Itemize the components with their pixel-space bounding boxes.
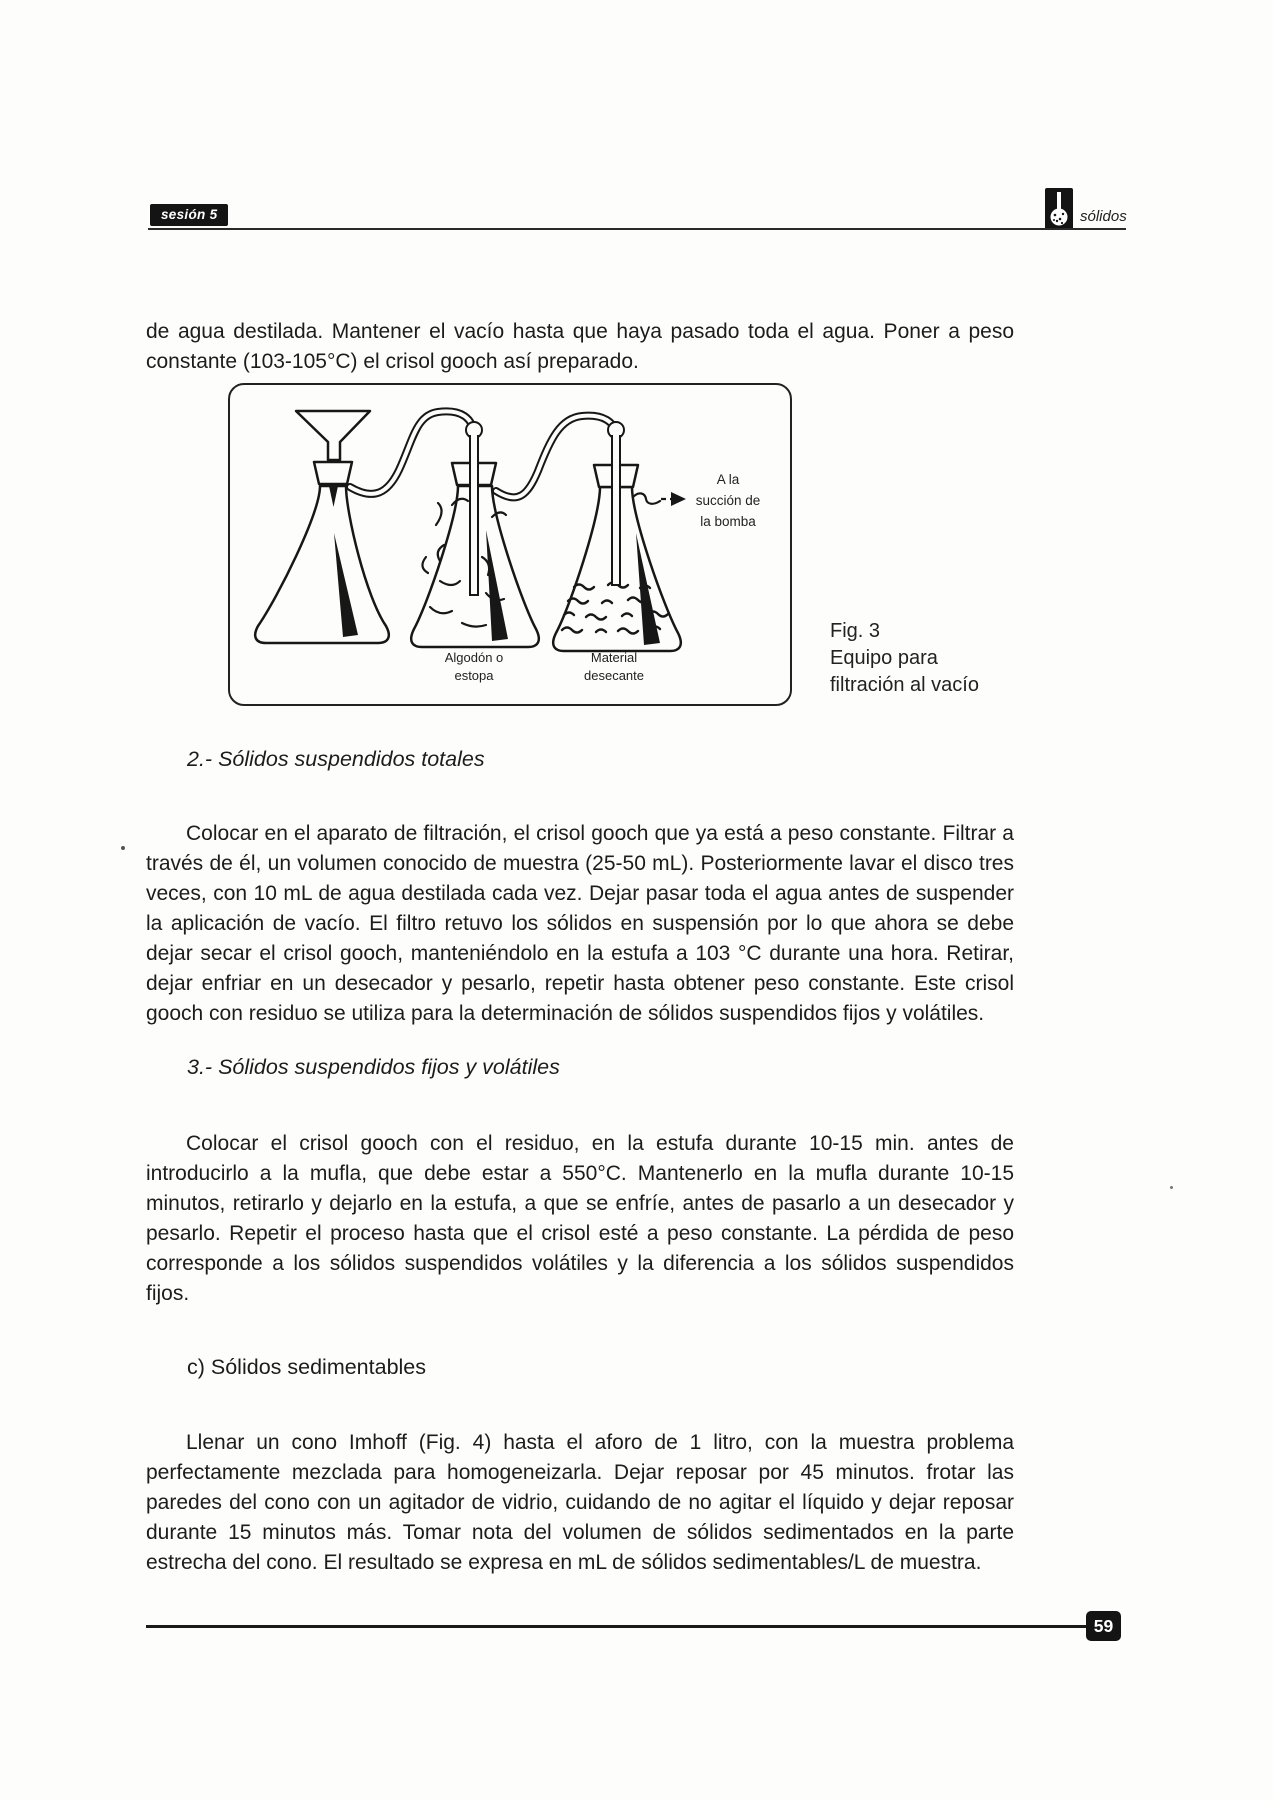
paragraph-solidos-sedimentables: Llenar un cono Imhoff (Fig. 4) hasta el aforo de 1 litro, con la muestra problema perfectamente mezclada para homogeneizarla. Dejar reposar por 45 minutos. frotar las paredes del cono con un agitador de vidrio, cuidando de no agitar el líquido y dejar reposar durante 15 minutos más. Tomar nota del volumen de sólidos sedimentados en la parte estrecha del cono. El resultado se expresa en mL de sólidos sedimentables/L de muestra. (146, 1431, 1014, 1574)
figure-3-caption: Fig. 3 Equipo para filtración al vacío (830, 620, 979, 696)
suction-label: A la succión de la bomba (695, 472, 761, 529)
topic-label: sólidos (1080, 208, 1127, 225)
flask3-label: Material desecante (584, 650, 644, 683)
heading-solidos-suspendidos-totales: 2.- Sólidos suspendidos totales (187, 747, 485, 771)
footer-rule (146, 1625, 1087, 1628)
intro-paragraph: de agua destilada. Mantener el vacío hasta que haya pasado toda el agua. Poner a peso constante (103-105°C) el crisol gooch así preparado. (146, 320, 1014, 373)
heading-solidos-sedimentables: c) Sólidos sedimentables (187, 1355, 427, 1379)
scan-artifact-dot (121, 846, 125, 850)
session-badge: sesión 5 (150, 204, 228, 226)
paragraph-solidos-fijos-volatiles: Colocar el crisol gooch con el residuo, en la estufa durante 10-15 min. antes de introducirlo a la mufla, que debe estar a 550°C. Mantenerlo en la mufla durante 10-15 minutos, retirarlo y dejarlo en la estufa, a que se enfríe, antes de pasarlo a un desecador y pesarlo. Repetir el proceso hasta que el crisol esté a peso constante. La pérdida de peso corresponde a los sólidos suspendidos volátiles y la diferencia a los sólidos suspendidos fijos. (146, 1132, 1014, 1305)
paragraph-solidos-suspendidos-totales: Colocar en el aparato de filtración, el crisol gooch que ya está a peso constante. Filtrar a través de él, un volumen conocido de muestra (25-50 mL). Posteriormente lavar el disco tres veces, con 10 mL de agua destilada cada vez. Dejar pasar toda el agua antes de suspender la aplicación de vacío. El filtro retuvo los sólidos en suspensión por lo que ahora se debe dejar secar el crisol gooch, manteniéndolo en la estufa a 103 °C durante una hora. Retirar, dejar enfriar en un desecador y pesarlo, repetir hasta obtener peso constante. Este crisol gooch con residuo se utiliza para la determinación de sólidos suspendidos fijos y volátiles. (146, 822, 1014, 1025)
header-rule (148, 228, 1126, 230)
heading-solidos-fijos-volatiles: 3.- Sólidos suspendidos fijos y volátiles (187, 1055, 560, 1079)
solids-chapter-icon (1045, 188, 1073, 230)
figure-3-box (228, 383, 792, 706)
flask2-label: Algodón o estopa (444, 650, 504, 683)
scan-artifact-dot (1170, 1186, 1173, 1189)
page-number-badge: 59 (1086, 1611, 1121, 1641)
